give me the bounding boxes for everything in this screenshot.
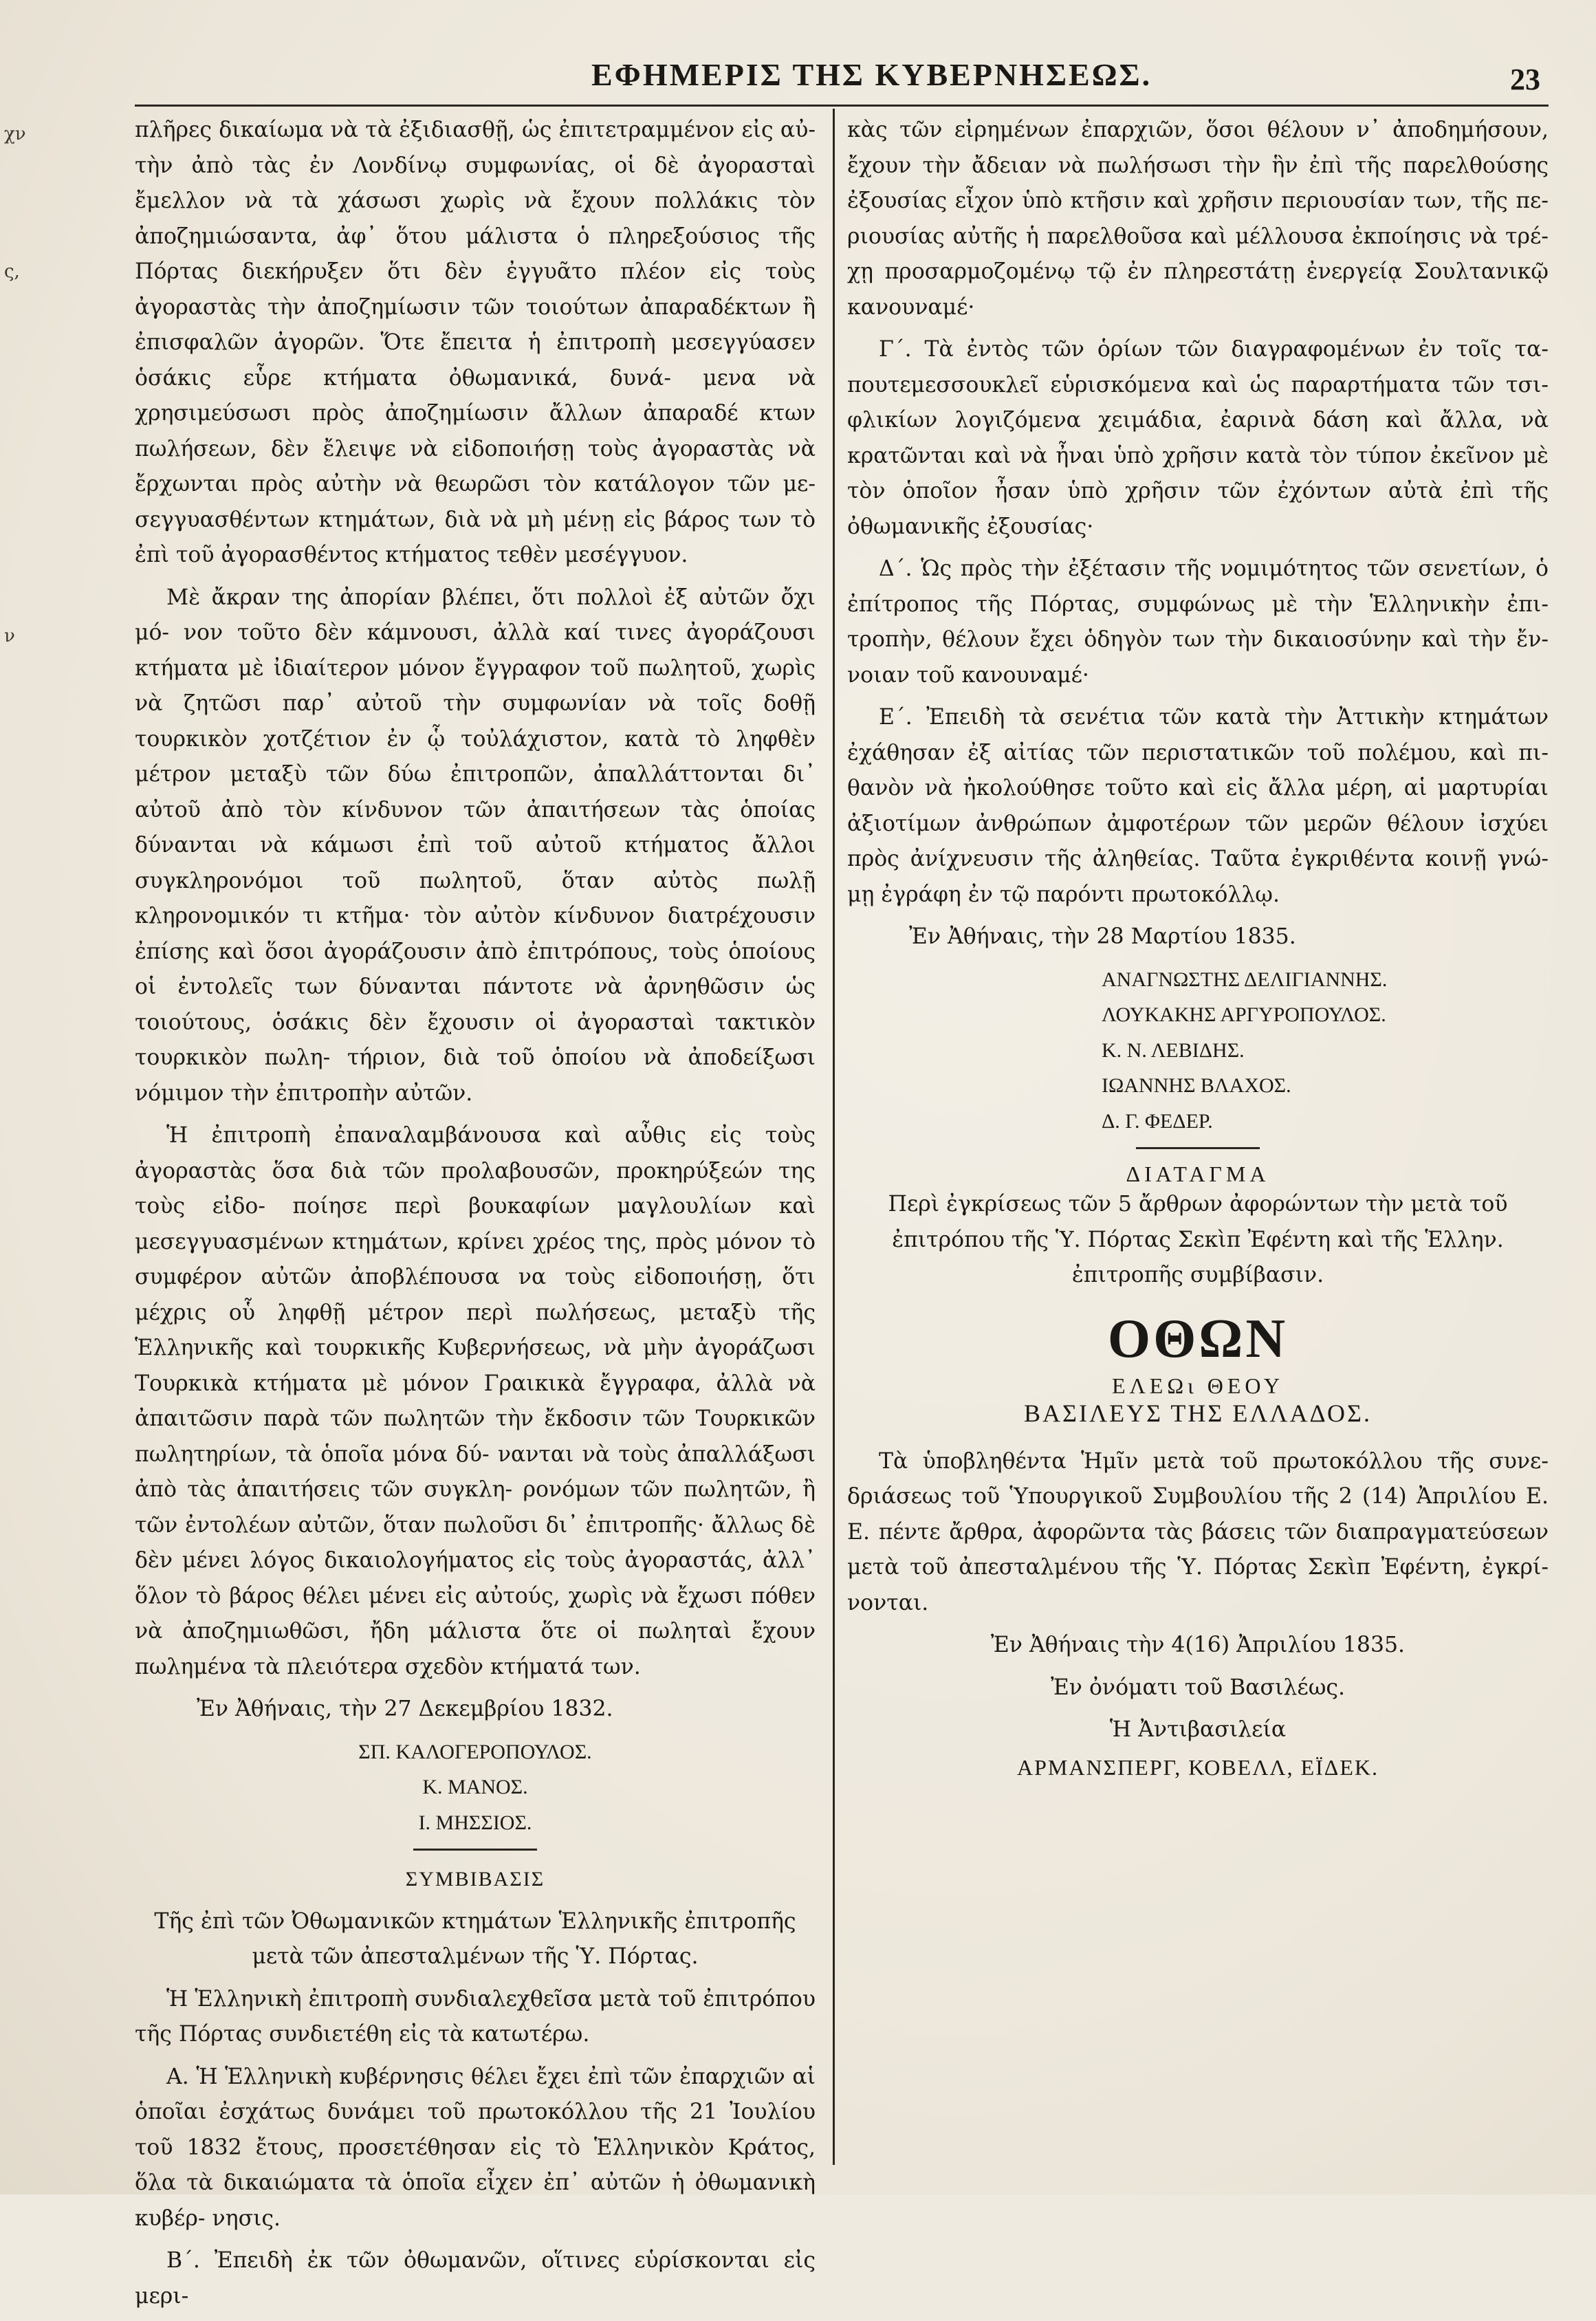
section-subtitle: Τῆς ἐπὶ τῶν Ὀθωμανικῶν κτημάτων Ἑλληνικῆς ἐπιτροπῆς μετὰ τῶν ἀπεσταλμένων τῆς Ὑ. Πόρτας. [154, 1908, 796, 1969]
date-line: Ἐν Ἀθήναις, τὴν 28 Μαρτίου 1835. [909, 924, 1296, 949]
section-title: ΣΥΜΒΙΒΑΣΙΣ [405, 1868, 545, 1890]
article-b: Β΄. Ἐπειδὴ ἐκ τῶν ὀθωμανῶν, οἵτινες εὑρίσκονται εἰς μερι- [135, 2248, 816, 2309]
decree-body: Τὰ ὑποβληθέντα Ἡμῖν μετὰ τοῦ πρωτοκόλλου τῆς συνε- δριάσεως τοῦ Ὑπουργικοῦ Συμβουλίου τῆς 2 (14) Ἀπριλίου Ε. Ε. πέντε ἄρθρα, ἀφορῶντα τὰς βάσεις τῶν διαπραγματεύσεων μετὰ τοῦ ἀπεσταλμένου τῆς Ὑ. Πόρτας Σεκὶπ Ἐφέντη, ἐγκρί- νονται. [847, 1448, 1549, 1615]
signature: Κ. Ν. ΛΕΒΙΔΗΣ. [1102, 1038, 1245, 1062]
date-line: Ἐν Ἀθήναις, τὴν 27 Δεκεμβρίου 1832. [197, 1697, 613, 1721]
right-column [847, 113, 1549, 1780]
paragraph: πλῆρες δικαίωμα νὰ τὰ ἐξιδιασθῇ, ὡς ἐπιτετραμμένον εἰς αὐ- τὴν ἀπὸ τὰς ἐν Λονδίνῳ συμφωνίας, οἱ δὲ ἀγορασταὶ ἔμελλον νὰ τὰ χάσωσι χωρὶς νὰ ἔχουν πολλάκις τὸν ἀποζημιώσαντα, ἀφ᾽ ὅτου μάλιστα ὁ πληρεξούσιος τῆς Πόρτας διεκήρυξεν ὅτι δὲν ἐγγυᾶτο πλέον εἰς τοὺς ἀγοραστὰς τὴν ἀποζημίωσιν τῶν τοιούτων ἀπαραδέκτων ἢ ἐπισφαλῶν ἀγορῶν. Ὅτε ἔπειτα ἡ ἐπιτροπὴ μεσεγγύασεν ὁσάκις εὗρε κτήματα ὀθωμανικά, δυνά- μενα νὰ χρησιμεύσωσι πρὸς ἀποζημίωσιν ἄλλων ἀπαραδέ κτων πωλήσεων, δὲν ἔλειψε νὰ εἰδοποιήσῃ τοὺς ἀγοραστὰς νὰ ἔρχωνται πρὸς αὐτὴν νὰ θεωρῶσι τὸν κατάλογον τῶν με- σεγγυασθέντων κτημάτων, διὰ νὰ μὴ μένῃ εἰς βάρος των τὸ ἐπὶ τοῦ ἀγορασθέντος κτήματος τεθὲν μεσέγγυον. [135, 118, 816, 567]
by-grace-of-god: ΕΛΕΩι ΘΕΟΥ [1112, 1373, 1284, 1398]
date-line: Ἐν Ἀθήναις τὴν 4(16) Ἀπριλίου 1835. [990, 1633, 1406, 1657]
margin-fragment: ς, [4, 261, 20, 282]
paragraph: Μὲ ἄκραν της ἀπορίαν βλέπει, ὅτι πολλοὶ ἐξ αὐτῶν ὄχι μό- νον τοῦτο δὲν κάμνουσι, ἀλλὰ καί τινες ἀγοράζουσι κτήματα μὲ ἰδιαίτερον μόνον ἔγγραφον τοῦ πωλητοῦ, χωρὶς νὰ ζητῶσι παρ᾽ αὐτοῦ τὴν συμφωνίαν νὰ τοῖς δοθῇ τουρκικὸν χοτζέτιον ἐν ᾧ τοὐλάχιστον, κατὰ τὸ ληφθὲν μέτρον μεταξὺ τῶν δύω ἐπιτροπῶν, ἀπαλλάττονται δι᾽ αὐτοῦ ἀπὸ τὸν κίνδυνον τῶν ἀπαιτήσεων τὰς ὁποίας δύνανται νὰ κάμωσι ἐπὶ τοῦ αὐτοῦ κτήματος ἄλλοι συγκληρονόμοι τοῦ πωλητοῦ, ὅταν αὐτὸς πωλῇ κληρονομικόν τι κτῆμα· τὸν αὐτὸν κίνδυνον διατρέχουσιν ἐπίσης καὶ ὅσοι ἀγοράζουσιν ἀπὸ ἐπιτρόπους, τοὺς ὁποίους οἱ ἐντολεῖς των δύνανται πάντοτε νὰ ἀρνηθῶσιν ὡς τοιούτους, ὁσάκις δὲν ἔχουσιν οἱ ἀγορασταὶ τακτικὸν τουρκικὸν πωλη- τήριον, διὰ τοῦ ὁποίου νὰ ἀποδείξωσι νόμιμον τὴν ἐπιτροπὴν αὐτῶν. [135, 585, 816, 1106]
article-e: Ε΄. Ἐπειδὴ τὰ σενέτια τῶν κατὰ τὴν Ἀττικὴν κτημάτων ἐχάθησαν ἐξ αἰτίας τῶν περιστατικῶν τοῦ πολέμου, καὶ πι- θανὸν νὰ ἠκολούθησε τοῦτο καὶ εἰς ἄλλα μέρη, αἱ μαρτυρίαι ἀξιοτίμων ἀνθρώπων ἀμφοτέρων τῶν μερῶν θέλουν ἰσχύει πρὸς ἀνίχνευσιν τῆς ἀληθείας. Ταῦτα ἐγκριθέντα κοινῇ γνώ- μῃ ἐγράφη ἐν τῷ παρόντι πρωτοκόλλῳ. [847, 705, 1549, 907]
decree-subtitle: Περὶ ἐγκρίσεως τῶν 5 ἄρθρων ἀφορώντων τὴν μετὰ τοῦ ἐπιτρόπου τῆς Ὑ. Πόρτας Σεκὶπ Ἐφέντη καὶ τῆς Ἑλλην. ἐπιτροπῆς συμβίβασιν. [888, 1192, 1508, 1287]
column-divider [833, 109, 835, 2165]
in-name-line: Ἐν ὀνόματι τοῦ Βασιλέως. [1050, 1675, 1346, 1700]
king-of-greece: ΒΑΣΙΛΕΥΣ ΤΗΣ ΕΛΛΑΔΟΣ. [1024, 1399, 1372, 1427]
article-a: Α. Ἡ Ἑλληνικὴ κυβέρνησις θέλει ἔχει ἐπὶ τῶν ἐπαρχιῶν αἱ ὁποῖαι ἐσχάτως δυνάμει τοῦ πρωτοκόλλου τῆς 21 Ἰουλίου τοῦ 1832 ἔτους, προσετέθησαν εἰς τὸ Ἑλληνικὸν Κράτος, ὅλα τὰ δικαιώματα τὰ ὁποῖα εἶχεν ἐπ᾽ αὐτῶν ἡ ὀθωμανικὴ κυβέρ- νησις. [135, 2064, 816, 2231]
paragraph: Ἡ ἐπιτροπὴ ἐπαναλαμβάνουσα καὶ αὖθις εἰς τοὺς ἀγοραστὰς ὅσα διὰ τῶν προλαβουσῶν, προκηρύξεών της τοὺς εἰδο- ποίησε περὶ βουκαφίων μαγλουλίων καὶ μεσεγγυασμένων κτημάτων, κρίνει χρέος της, πρὸς μόνον τὸ συμφέρον αὐτῶν ἀποβλέπουσα να τοὺς εἰδοποιήσῃ, ὅτι μέχρις οὗ ληφθῇ μέτρον περὶ πωλήσεως, μεταξὺ τῆς Ἑλληνικῆς καὶ τουρκικῆς Κυβερνήσεως, νὰ μὴν ἀγοράζωσι Τουρκικὰ κτήματα μὲ μόνον Γραικικὰ ἔγγραφα, ἀλλὰ νὰ ἀπαιτῶσιν παρὰ τῶν πωλητῶν τὴν ἔκδοσιν τῶν Τουρκικῶν πωλητηρίων, τὰ ὁποῖα μόνα δύ- νανται νὰ τοὺς ἀπαλλάξωσι ἀπὸ τὰς ἀπαιτήσεις τῶν συγκλη- ρονόμων τῶν πωλητῶν, ἢ τῶν ἐντολέων αὐτῶν, ὅταν πωλοῦσι δι᾽ ἐπιτροπῆς· ἄλλως δὲ δὲν μένει λόγος δικαιολογήματος εἰς τοὺς ἀγοραστάς, ἀλλ᾽ ὅλον τὸ βάρος θέλει μένει εἰς αὐτούς, χωρὶς νὰ ἔχωσι πόθεν νὰ ἀποζημιωθῶσι, ἤδη μάλιστα ὅτε οἱ πωληταὶ ἔχουν πωλημένα τὰ πλειότερα σχεδὸν κτήματά των. [135, 1123, 816, 1679]
separator-rule [413, 1849, 537, 1851]
signature: Δ. Γ. ΦΕΔΕΡ. [1102, 1109, 1213, 1133]
signature: ΙΩΑΝΝΗΣ ΒΛΑΧΟΣ. [1102, 1074, 1291, 1097]
decree-title: ΔΙΑΤΑΓΜΑ [1126, 1162, 1270, 1186]
article-b-continued: κὰς τῶν εἰρημένων ἐπαρχιῶν, ὅσοι θέλουν ν᾽ ἀποδημήσουν, ἔχουν τὴν ἄδειαν νὰ πωλήσωσι τὴν ἣν ἐπὶ τῆς παρελθούσης ἐξουσίας εἶχον ὑπὸ κτῆσιν καὶ χρῆσιν περιουσίαν των, τῆς πε- ριουσίας αὐτῆς ἡ παρελθοῦσα καὶ μέλλουσα ἐκποίησις νὰ τρέ- χῃ προσαρμοζομένῳ τῷ ἐν πληρεστάτῃ ἐνεργείᾳ Σουλτανικῷ κανουναμέ· [847, 118, 1549, 320]
margin-fragment: χν [4, 124, 26, 144]
margin-fragment: ν [4, 626, 15, 646]
king-name: ΟΘΩΝ [1107, 1308, 1289, 1369]
regency-label: Ἡ Ἀντιβασιλεία [1109, 1717, 1287, 1742]
newspaper-title: ΕΦΗΜΕΡΙΣ ΤΗΣ ΚΥΒΕΡΝΗΣΕΩΣ. [591, 57, 1152, 92]
article-d: Δ΄. Ὡς πρὸς τὴν ἐξέτασιν τῆς νομιμότητος τῶν σενετίων, ὁ ἐπίτροπος τῆς Πόρτας, συμφώνως μὲ τὴν Ἑλληνικὴν ἐπι- τροπὴν, θέλουν ἔχει ὁδηγὸν των τὴν δικαιοσύνην καὶ τὴν ἔν- νοιαν τοῦ κανουναμέ· [847, 556, 1549, 688]
header-rule [135, 105, 1549, 107]
page-number: 23 [1510, 63, 1540, 96]
signature: Κ. ΜΑΝΟΣ. [422, 1776, 528, 1798]
paragraph: Ἡ Ἑλληνικὴ ἐπιτροπὴ συνδιαλεχθεῖσα μετὰ τοῦ ἐπιτρόπου τῆς Πόρτας συνδιετέθη εἰς τὰ κατωτέρω. [135, 1986, 816, 2047]
separator-rule [1136, 1147, 1260, 1149]
signature: ΑΝΑΓΝΩΣΤΗΣ ΔΕΛΙΓΙΑΝΝΗΣ. [1102, 968, 1388, 991]
article-c: Γ΄. Τὰ ἐντὸς τῶν ὁρίων τῶν διαγραφομένων ἐν τοῖς τα- πουτεμεσσουκλεῖ εὑρισκόμενα καὶ ὡς παραρτήματα τῶν τσι- φλικίων λογιζόμενα χειμάδια, ἐαρινὰ δάση καὶ ἄλλα, νὰ κρατῶνται καὶ νὰ ἦναι ὑπὸ χρῆσιν κατὰ τὸν τύπον ἐκεῖνον μὲ τὸν ὁποῖον ἦσαν ὑπὸ χρῆσιν τῶν ἐχόντων αὐτὰ ἐπὶ τῆς ὀθωμανικῆς ἐξουσίας· [847, 337, 1549, 539]
signature: ΛΟΥΚΑΚΗΣ ΑΡΓΥΡΟΠΟΥΛΟΣ. [1102, 1003, 1386, 1026]
left-column [135, 113, 816, 2321]
signature: ΣΠ. ΚΑΛΟΓΕΡΟΠΟΥΛΟΣ. [358, 1740, 592, 1763]
signature: Ι. ΜΗΣΣΙΟΣ. [418, 1811, 532, 1834]
regency-signatures: ΑΡΜΑΝΣΠΕΡΓ, ΚΟΒΕΛΛ, ΕΪΔΕΚ. [1016, 1754, 1379, 1780]
